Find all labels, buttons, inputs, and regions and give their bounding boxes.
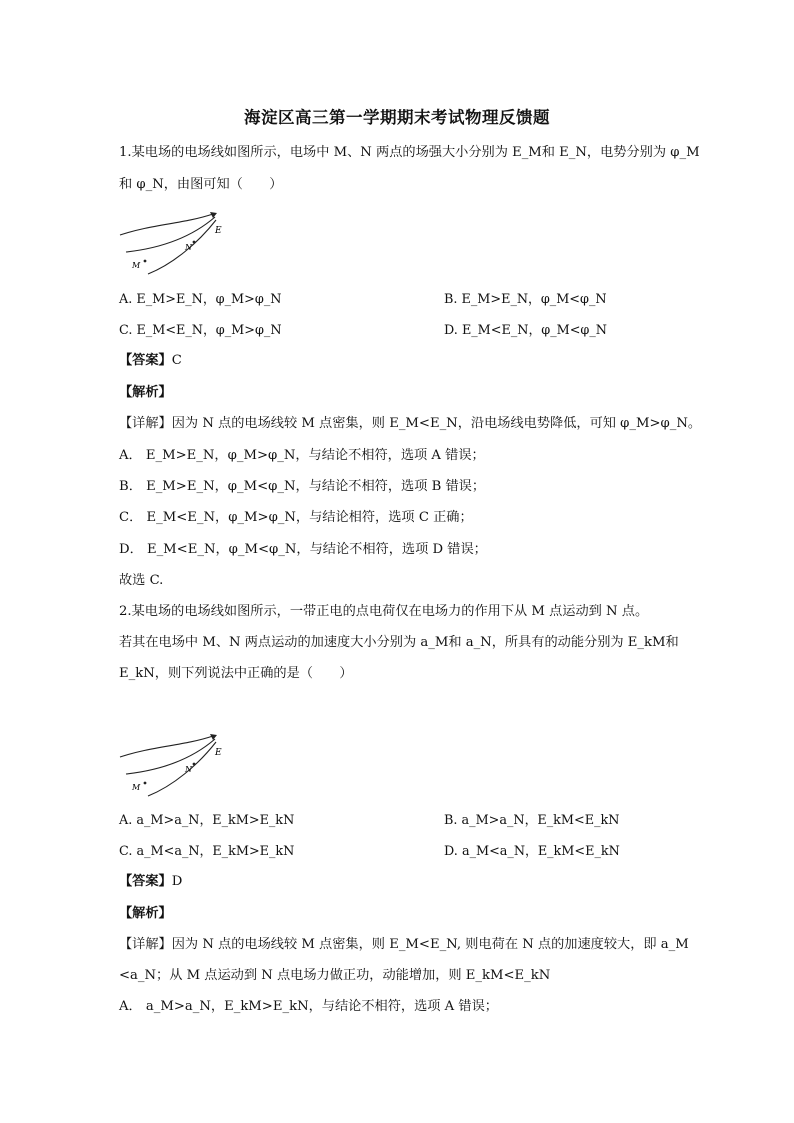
q2-detail-line2: <a_N；从 M 点运动到 N 点电场力做正功，动能增加，则 E_kM<E_kN [119,968,551,983]
q2-stem-line2: 若其在电场中 M、N 两点运动的加速度大小分别为 a_M和 a_N，所具有的动能分别为 E_kM和 [119,635,679,650]
q2-field-lines-figure [118,730,238,798]
label-n: N [185,765,192,774]
point-m-dot [144,782,147,785]
q1-conclusion: 故选 C. [119,573,164,588]
q2-answer-value: D [171,874,183,889]
q1-stem-line1: 1.某电场的电场线如图所示，电场中 M、N 两点的场强大小分别为 E_M和 E_N，电势分别为 φ_M [119,145,700,160]
q1-explain-b: B． E_M>E_N，φ_M<φ_N，与结论不相符，选项 B 错误； [119,479,486,494]
page-title: 海淀区高三第一学期期末考试物理反馈题 [244,108,550,127]
field-line [126,739,215,774]
q1-explain-d: D． E_M<E_N，φ_M<φ_N，与结论不相符，选项 D 错误； [119,542,487,557]
q2-option-b: B. a_M>a_N，E_kM<E_kN [444,813,620,828]
point-m-dot [144,260,147,263]
q2-analysis-label: 【解析】 [119,906,172,921]
q2-answer-label: 【答案】 [119,874,172,889]
label-e: E [215,226,222,236]
point-n-dot [193,763,196,766]
field-line [148,742,216,796]
q2-answer-row [119,872,182,892]
label-e: E [215,748,222,758]
q1-explain-c: C． E_M<E_N，φ_M>φ_N，与结论相符，选项 C 正确； [119,510,473,525]
field-line [148,220,216,274]
q2-stem-line1: 2.某电场的电场线如图所示，一带正电的点电荷仅在电场力的作用下从 M 点运动到 N 点。 [119,604,649,619]
field-line [120,214,213,235]
field-line [126,217,215,252]
q1-detail: 【详解】因为 N 点的电场线较 M 点密集，则 E_M<E_N，沿电场线电势降低，可知 φ_M>φ_N。 [119,416,702,431]
q1-option-a: A. E_M>E_N，φ_M>φ_N [119,292,282,307]
q1-field-lines-figure [118,208,238,276]
q1-option-c: C. E_M<E_N，φ_M>φ_N [119,323,282,338]
q2-detail-line1: 【详解】因为 N 点的电场线较 M 点密集，则 E_M<E_N, 则电荷在 N 点的加速度较大，即 a_M [119,937,689,952]
q1-option-b: B. E_M>E_N，φ_M<φ_N [444,292,607,307]
field-line [120,736,213,757]
q2-stem-line3: E_kN，则下列说法中正确的是（ ） [119,666,353,681]
label-m: M [132,783,141,792]
q1-answer-row [119,351,182,371]
q1-answer-label: 【答案】 [119,353,172,368]
q2-option-c: C. a_M<a_N，E_kM>E_kN [119,844,295,859]
q2-explain-a: A． a_M>a_N，E_kM>E_kN，与结论不相符，选项 A 错误； [119,999,498,1014]
label-n: N [185,243,192,252]
q1-option-d: D. E_M<E_N，φ_M<φ_N [444,323,607,338]
q1-explain-a: A． E_M>E_N，φ_M>φ_N，与结论不相符，选项 A 错误； [119,448,485,463]
point-n-dot [193,241,196,244]
q1-analysis-label: 【解析】 [119,385,172,400]
label-m: M [132,261,141,270]
q1-answer-value: C [171,353,182,368]
q2-option-d: D. a_M<a_N，E_kM<E_kN [444,844,620,859]
q2-option-a: A. a_M>a_N，E_kM>E_kN [119,813,295,828]
q1-stem-line2: 和 φ_N，由图可知（ ） [119,177,283,192]
